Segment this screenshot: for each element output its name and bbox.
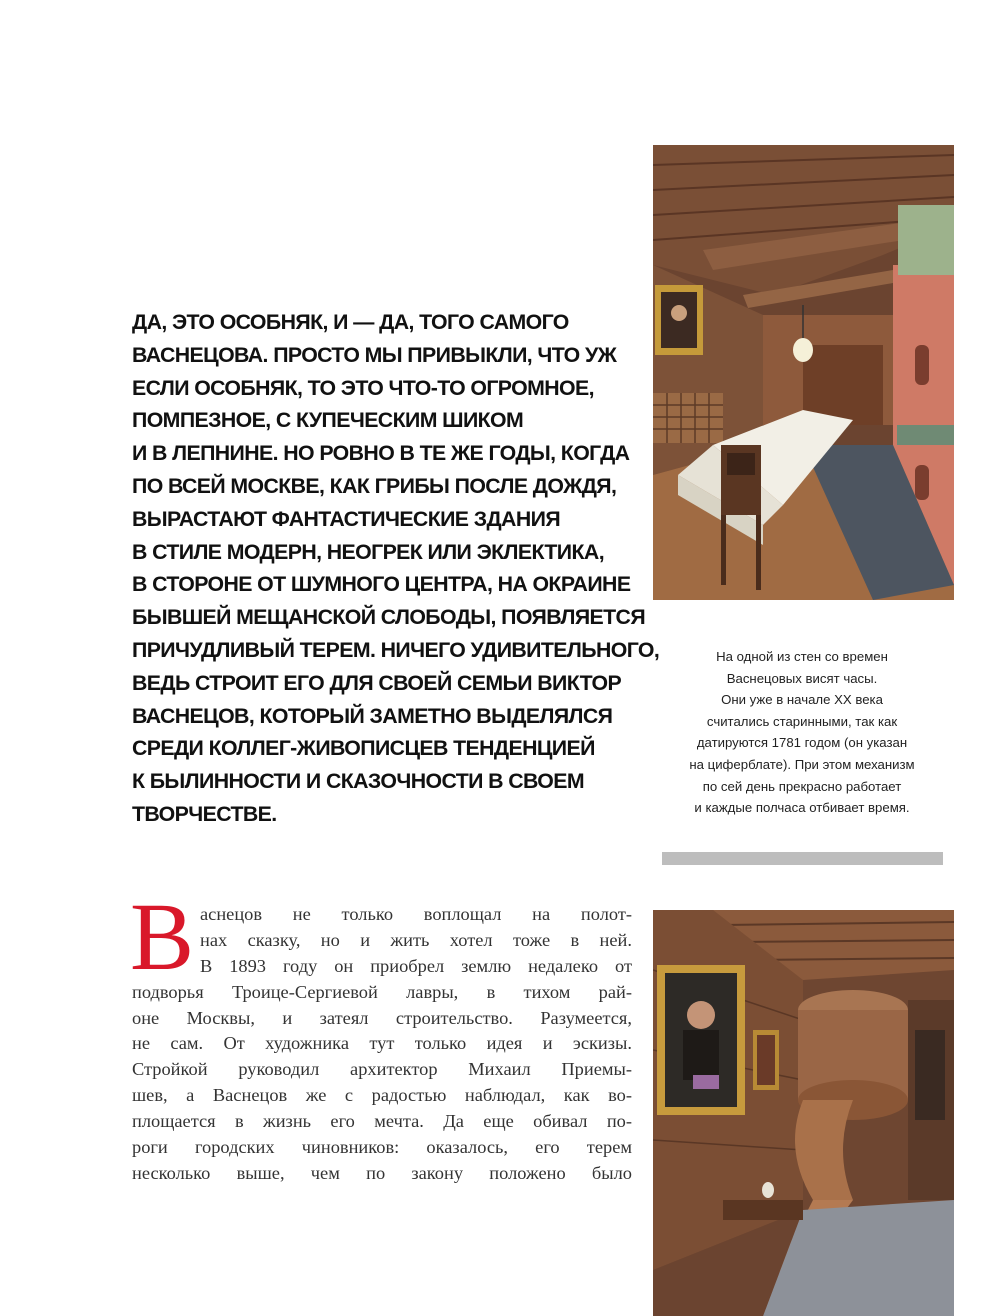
article-line: площается в жизнь его мечта. Да еще обивал по- [132,1111,632,1132]
lead-line: ВЕДЬ СТРОИТ ЕГО ДЛЯ СВОЕЙ СЕМЬИ ВИКТОР [132,670,622,695]
lead-line: В СТИЛЕ МОДЕРН, НЕОГРЕК ИЛИ ЭКЛЕКТИКА, [132,539,605,564]
article-line: не сам. От художника тут только идея и эскизы. [132,1033,632,1054]
lead-line: ДА, ЭТО ОСОБНЯК, И — ДА, ТОГО САМОГО [132,310,569,334]
article-line: роги городских чиновников: оказалось, его терем [132,1137,632,1158]
article-line: оне Москвы, и затеял строительство. Разумеется, [132,1007,632,1028]
article-line: нах сказку, но и жить хотел тоже в ней. [200,929,632,950]
caption-line: по сей день прекрасно работает [702,778,902,794]
lead-line: ПОМПЕЗНОЕ, С КУПЕЧЕСКИМ ШИКОМ [132,408,524,433]
lead-line: ЕСЛИ ОСОБНЯК, ТО ЭТО ЧТО-ТО ОГРОМНОЕ, [132,375,594,400]
dining-room-illustration [653,145,954,600]
drop-cap: В [130,883,195,990]
article-line: В 1893 году он приобрел землю недалеко от [200,955,632,976]
photo-caption [660,646,944,819]
lead-line: ПО ВСЕЙ МОСКВЕ, КАК ГРИБЫ ПОСЛЕ ДОЖДЯ, [132,473,617,498]
lead-line: И В ЛЕПНИНЕ. НО РОВНО В ТЕ ЖЕ ГОДЫ, КОГДА [132,441,630,466]
lead-paragraph [132,306,660,831]
article-line: несколько выше, чем по закону положено было [132,1162,632,1183]
caption-line: Они уже в начале XX века [721,692,883,708]
article-line: Стройкой руководил архитектор Михаил Приемы- [132,1059,632,1080]
article-line: аснецов не только воплощал на полот- [200,904,632,924]
dining-room-photo [653,145,954,600]
lead-line: К БЫЛИННОСТИ И СКАЗОЧНОСТИ В СВОЕМ [132,769,584,794]
lead-line: ВАСНЕЦОВ, КОТОРЫЙ ЗАМЕТНО ВЫДЕЛЯЛСЯ [132,703,613,728]
caption-line: на циферблате). При этом механизм [689,756,915,772]
caption-line: датируются 1781 годом (он указан [696,735,908,751]
caption-line: считались старинными, так как [706,713,898,729]
article-line: шев, а Васнецов же с радостью наблюдал, как во- [132,1085,632,1106]
caption-line: На одной из стен со времен [716,649,888,664]
caption-line: и каждые полчаса отбивает время. [694,800,910,816]
lead-line: В СТОРОНЕ ОТ ШУМНОГО ЦЕНТРА, НА ОКРАИНЕ [132,572,631,597]
caption-divider [662,852,943,865]
staircase-illustration [653,910,954,1316]
lead-line: БЫВШЕЙ МЕЩАНСКОЙ СЛОБОДЫ, ПОЯВЛЯЕТСЯ [132,605,646,630]
article-body [132,902,632,1187]
caption-line: Васнецовых висят часы. [726,670,878,686]
lead-line: ВЫРАСТАЮТ ФАНТАСТИЧЕСКИЕ ЗДАНИЯ [132,506,561,531]
lead-line: СРЕДИ КОЛЛЕГ-ЖИВОПИСЦЕВ ТЕНДЕНЦИЕЙ [132,736,595,761]
lead-line: ТВОРЧЕСТВЕ. [132,801,277,826]
lead-line: ПРИЧУДЛИВЫЙ ТЕРЕМ. НИЧЕГО УДИВИТЕЛЬНОГО, [132,637,660,662]
staircase-photo [653,910,954,1316]
lead-line: ВАСНЕЦОВА. ПРОСТО МЫ ПРИВЫКЛИ, ЧТО УЖ [132,342,617,367]
article-line: подворья Троице-Сергиевой лавры, в тихом рай- [132,981,632,1002]
